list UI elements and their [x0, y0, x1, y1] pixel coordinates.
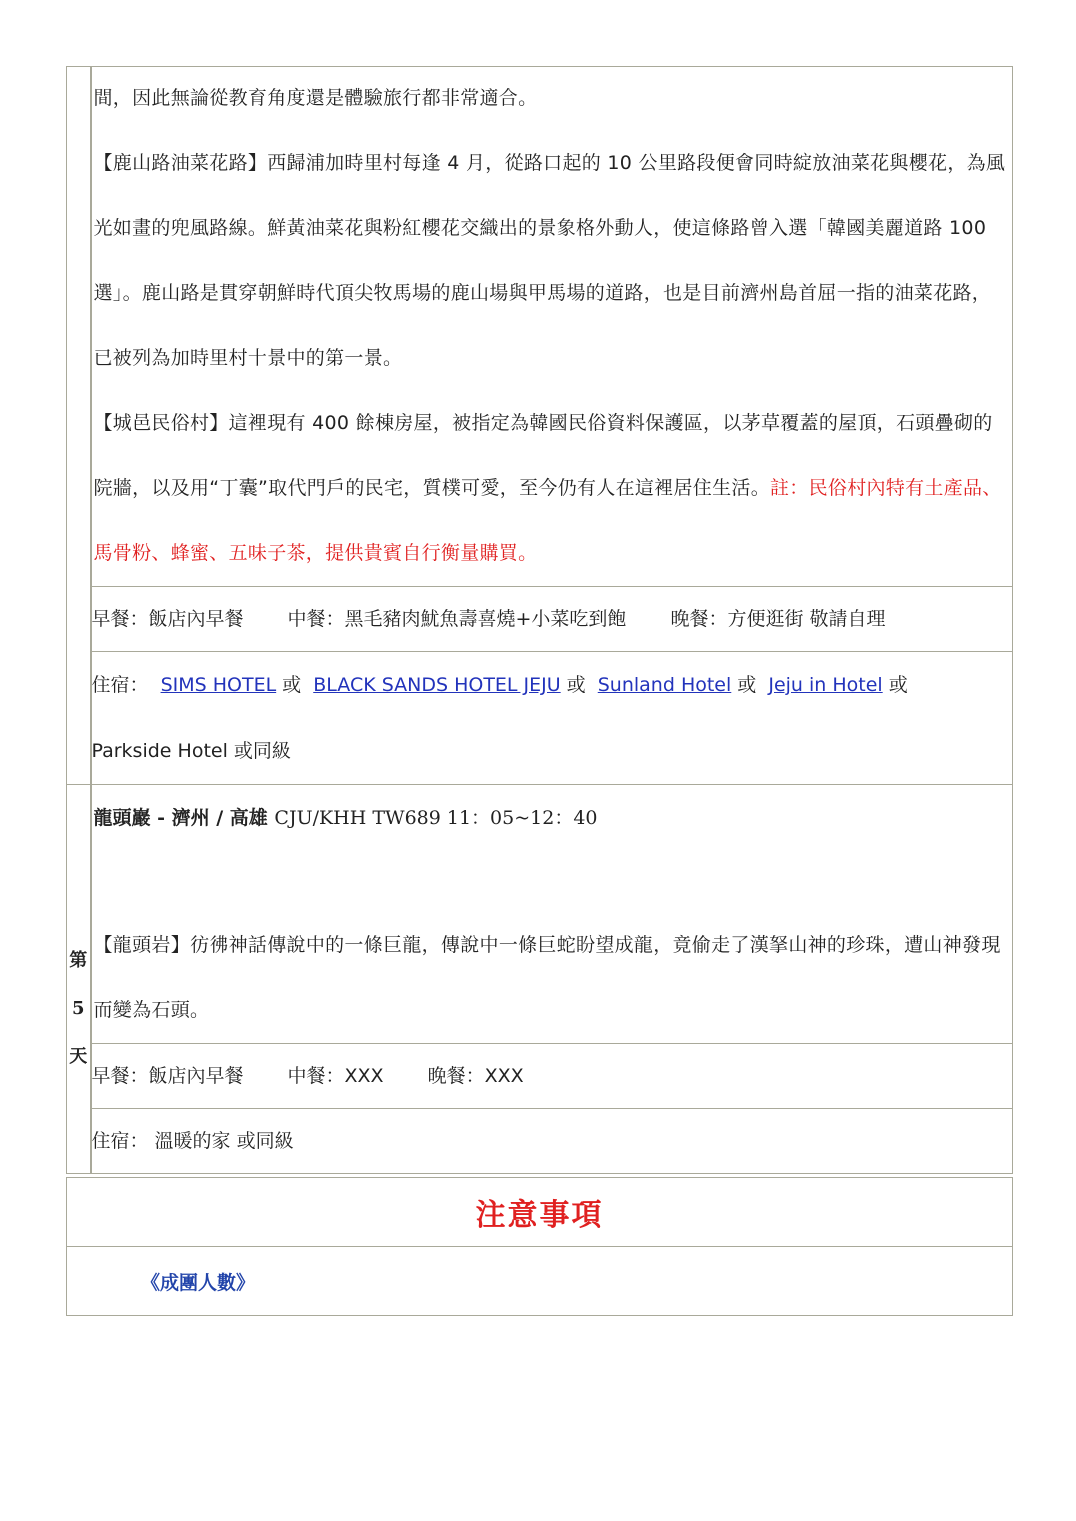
day4-meals-cell	[91, 587, 1013, 652]
day5-lodging-row	[67, 1109, 1013, 1174]
day5-label-char: 5	[71, 998, 85, 1019]
day5-description-row	[67, 785, 1013, 1044]
folk-note: 註：民俗村內特有土產品、馬骨粉、蜂蜜、五味子茶，提供貴賓自行衡量購買。	[93, 477, 1002, 564]
day5-breakfast: 早餐：飯店內早餐	[91, 1065, 244, 1087]
intro-tail-text: 間，因此無論從教育角度還是體驗旅行都非常適合。	[93, 87, 538, 109]
day4-lodging-row	[67, 652, 1013, 785]
notes-table	[66, 1177, 1013, 1316]
hotel-link-sunland[interactable]: Sunland Hotel	[597, 674, 732, 696]
notes-group-size-heading: 《成團人數》	[67, 1247, 1013, 1316]
folk-title: 【城邑民俗村】	[93, 412, 229, 434]
day5-route: 龍頭巖 - 濟州 / 高雄	[93, 807, 268, 829]
day4-dinner: 晚餐：方便逛街 敬請自理	[670, 608, 886, 630]
day5-label	[67, 937, 90, 1081]
hotel-link-sims[interactable]: SIMS HOTEL	[160, 674, 277, 696]
folk-text: 這裡現有 400 餘棟房屋，被指定為韓國民俗資料保護區，以茅草覆蓋的屋頂，石頭疊砌的院牆，以及用“丁囊”取代門戶的民宅，質樸可愛，至今仍有人在這裡居住生活。	[93, 412, 993, 499]
lushan-text: 西歸浦加時里村每逢 4 月，從路口起的 10 公里路段便會同時綻放油菜花與櫻花，為風光如畫的兜風路線。鮮黃油菜花與粉紅櫻花交織出的景象格外動人，使這條路曾入選「韓國美麗道路 100 選」。鹿山路是貫穿朝鮮時代頂尖牧馬場的鹿山場與甲馬場的道路，也是目前濟州島首屈一指的油菜花路，已被列為加時里村十景中的第一景。	[93, 152, 1006, 369]
or-separator: 或	[282, 674, 302, 696]
day4-lunch: 中餐：黑毛豬肉魷魚壽喜燒+小菜吃到飽	[287, 608, 627, 630]
day5-lodging-cell	[91, 1109, 1013, 1174]
day4-label-cell	[67, 67, 91, 785]
lushan-title: 【鹿山路油菜花路】	[93, 152, 268, 174]
day5-label-char: 天	[69, 1046, 88, 1067]
lodging-tail: Parkside Hotel 或同級	[91, 740, 291, 762]
yongduam-text: 彷彿神話傳說中的一條巨龍，傳說中一條巨蛇盼望成龍，竟偷走了漢拏山神的珍珠，遭山神發現而變為石頭。	[93, 934, 1001, 1021]
day5-meals-row	[67, 1044, 1013, 1109]
folk-village-paragraph	[92, 391, 1013, 586]
or-separator: 或	[566, 674, 586, 696]
day4-meals-row	[67, 587, 1013, 652]
hotel-link-black-sands[interactable]: BLACK SANDS HOTEL JEJU	[313, 674, 561, 696]
hotel-link-jeju-in[interactable]: Jeju in Hotel	[768, 674, 883, 696]
day5-description-cell	[91, 785, 1013, 1044]
day5-label-cell	[67, 785, 91, 1174]
or-separator: 或	[888, 674, 908, 696]
yongduam-title: 【龍頭岩】	[93, 934, 191, 956]
day5-meals-cell	[91, 1044, 1013, 1109]
spacer	[92, 847, 1013, 913]
or-separator: 或	[737, 674, 757, 696]
lodging-label: 住宿：	[91, 674, 149, 696]
day5-route-flight	[92, 785, 1013, 847]
itinerary-table	[66, 66, 1013, 1174]
itinerary-container	[66, 66, 1013, 1316]
day4-description-cell	[91, 67, 1013, 587]
day4-description-row	[67, 67, 1013, 587]
day5-dinner: 晚餐：XXX	[427, 1065, 524, 1087]
notes-title: 注意事項	[67, 1178, 1013, 1247]
lushan-paragraph	[92, 131, 1013, 391]
day5-lodging: 住宿： 溫暖的家 或同級	[91, 1130, 294, 1152]
day5-lunch: 中餐：XXX	[287, 1065, 384, 1087]
yongduam-paragraph	[92, 913, 1013, 1043]
day4-breakfast: 早餐：飯店內早餐	[91, 608, 244, 630]
day5-flight: CJU/KHH TW689 11：05~12：40	[274, 807, 598, 829]
day4-lodging-cell	[91, 652, 1013, 785]
day5-label-char: 第	[69, 950, 88, 971]
